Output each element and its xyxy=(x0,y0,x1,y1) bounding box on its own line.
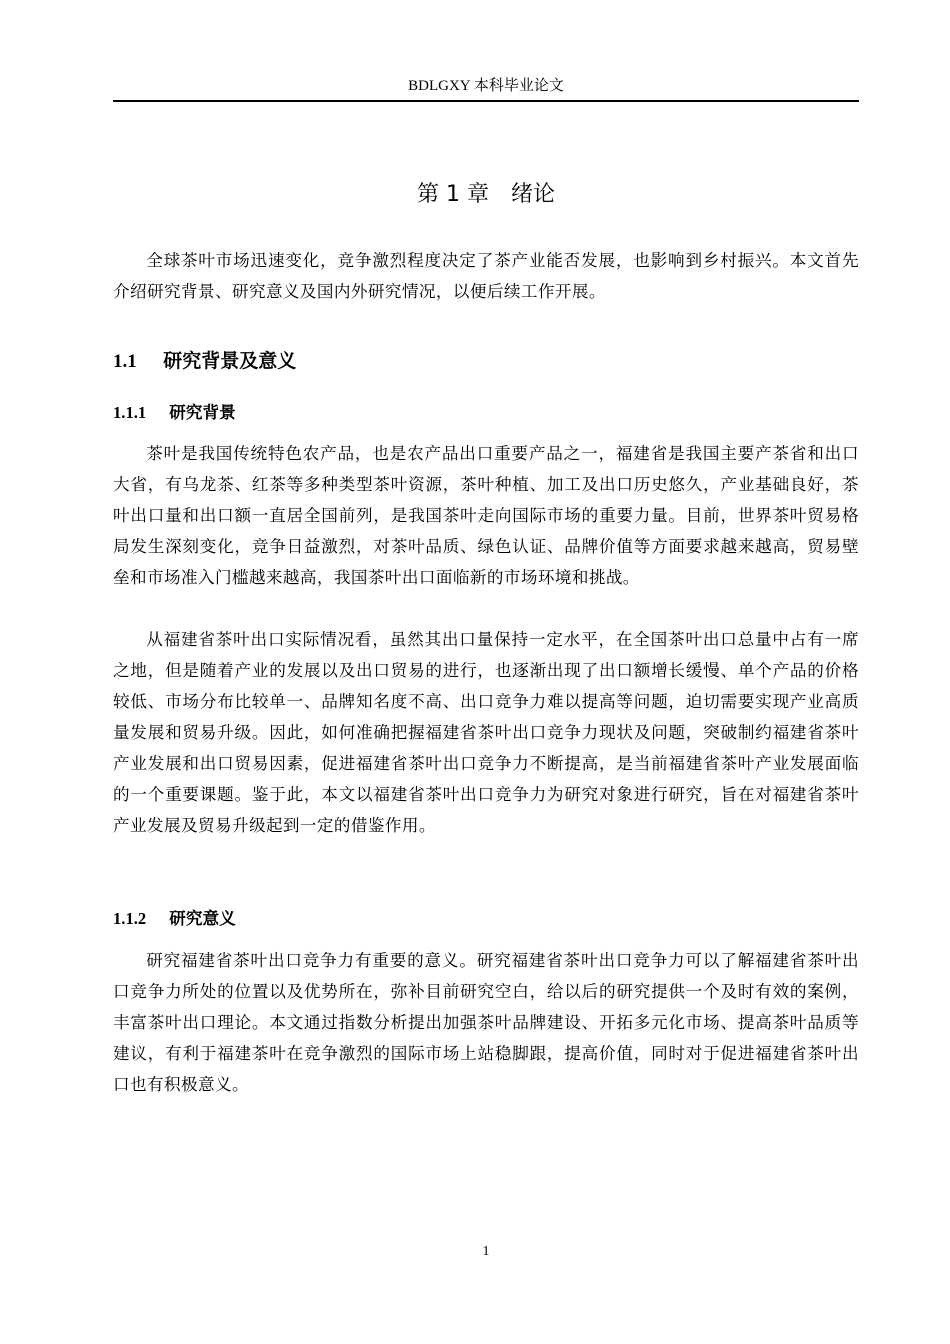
page-number: 1 xyxy=(482,1244,490,1259)
section-number: 1.1.2 xyxy=(113,909,147,928)
chapter-title: 第 1 章 绪论 xyxy=(417,182,555,207)
section-number: 1.1 xyxy=(113,351,137,372)
header-rule xyxy=(113,100,859,102)
section-heading-1-1-1 xyxy=(113,400,859,426)
section-title: 研究背景及意义 xyxy=(163,350,297,372)
section-heading-1-1 xyxy=(113,347,859,376)
background-paragraph-2: 从福建省茶叶出口实际情况看，虽然其出口量保持一定水平，在全国茶叶出口总量中占有一席之地，但是随着产业的发展以及出口贸易的进行，也逐渐出现了出口额增长缓慢、单个产品的价格较低、市场分布比较单一、品牌知名度不高、出口竞争力难以提高等问题，迫切需要实现产业高质量发展和贸易升级。因此，如何准确把握福建省茶叶出口竞争力现状及问题，突破制约福建省茶叶产业发展和出口贸易因素，促进福建省茶叶出口竞争力不断提高，是当前福建省茶叶产业发展面临的一个重要课题。鉴于此，本文以福建省茶叶出口竞争力为研究对象进行研究，旨在对福建省茶叶产业发展及贸易升级起到一定的借鉴作用。 xyxy=(113,630,859,835)
section-heading-1-1-2 xyxy=(113,906,859,932)
section-title: 研究意义 xyxy=(169,909,236,928)
section-title: 研究背景 xyxy=(169,403,236,422)
chapter-intro-paragraph: 全球茶叶市场迅速变化，竞争激烈程度决定了茶产业能否发展，也影响到乡村振兴。本文首先介绍研究背景、研究意义及国内外研究情况，以便后续工作开展。 xyxy=(113,251,859,301)
section-number: 1.1.1 xyxy=(113,403,147,422)
significance-paragraph-1: 研究福建省茶叶出口竞争力有重要的意义。研究福建省茶叶出口竞争力可以了解福建省茶叶出口竞争力所处的位置以及优势所在，弥补目前研究空白，给以后的研究提供一个及时有效的案例，丰富茶叶出口理论。本文通过指数分析提出加强茶叶品牌建设、开拓多元化市场、提高茶叶品质等建议，有利于福建茶叶在竞争激烈的国际市场上站稳脚跟，提高价值，同时对于促进福建省茶叶出口也有积极意义。 xyxy=(113,951,859,1094)
running-header: BDLGXY 本科毕业论文 xyxy=(408,78,564,94)
background-paragraph-1: 茶叶是我国传统特色农产品，也是农产品出口重要产品之一，福建省是我国主要产茶省和出口大省，有乌龙茶、红茶等多种类型茶叶资源，茶叶种植、加工及出口历史悠久，产业基础良好，茶叶出口量和出口额一直居全国前列，是我国茶叶走向国际市场的重要力量。目前，世界茶叶贸易格局发生深刻变化，竞争日益激烈，对茶叶品质、绿色认证、品牌价值等方面要求越来越高，贸易壁垒和市场准入门槛越来越高，我国茶叶出口面临新的市场环境和挑战。 xyxy=(113,444,859,587)
